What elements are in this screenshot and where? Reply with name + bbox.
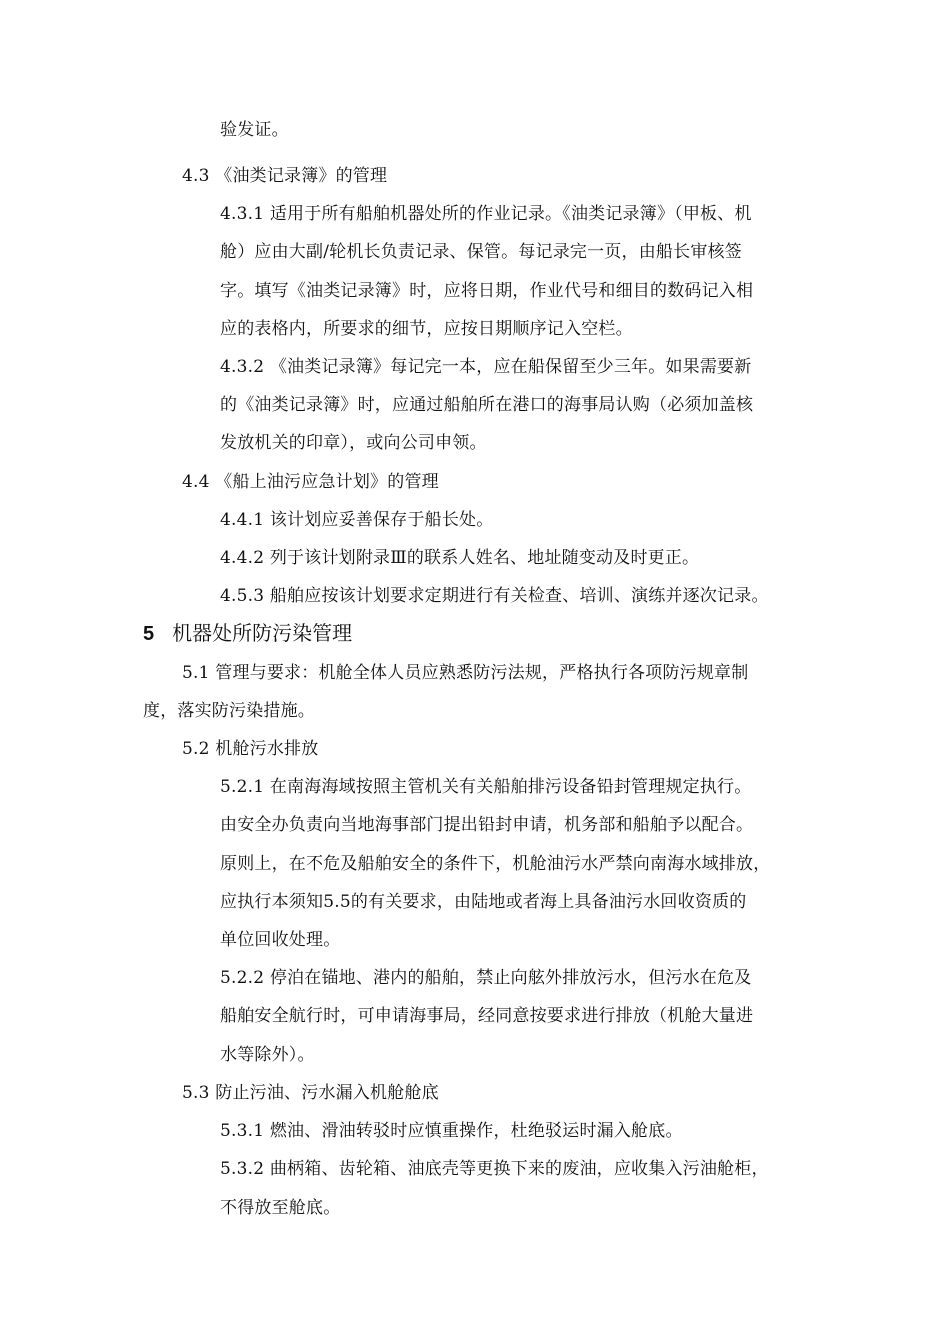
section-title: 机器处所防污染管理: [172, 621, 353, 645]
text-line: 5.2.2 停泊在锚地、港内的船舶，禁止向舷外排放污水，但污水在危及: [220, 968, 752, 988]
text-line: 由安全办负责向当地海事部门提出铅封申请，机务部和船舶予以配合。: [220, 815, 754, 835]
text-line: 单位回收处理。: [220, 930, 341, 950]
text-line: 应的表格内，所要求的细节，应按日期顺序记入空栏。: [220, 319, 633, 339]
section-heading-5: [143, 620, 352, 647]
text-line: 4.3.2 《油类记录簿》每记完一本，应在船保留至少三年。如果需要新: [220, 357, 752, 377]
text-line: 原则上，在不危及船舶安全的条件下，机舱油污水严禁向南海水域排放，: [220, 854, 771, 874]
text-line: 不得放至舱底。: [220, 1198, 341, 1218]
subsection-heading-4-3: 4.3 《油类记录簿》的管理: [182, 166, 388, 186]
text-line: 发放机关的印章），或向公司申领。: [220, 433, 487, 453]
text-line: 5.2.1 在南海海域按照主管机关有关船舶排污设备铅封管理规定执行。: [220, 777, 752, 797]
text-line: 应执行本须知5.5的有关要求，由陆地或者海上具备油污水回收资质的: [220, 892, 747, 912]
text-line: 4.4.2 列于该计划附录Ⅲ的联系人姓名、地址随变动及时更正。: [220, 548, 700, 568]
text-line: 5.3.1 燃油、滑油转驳时应慎重操作，杜绝驳运时漏入舱底。: [220, 1121, 683, 1141]
text-line: 船舶安全航行时，可申请海事局，经同意按要求进行排放（机舱大量进: [220, 1006, 754, 1026]
text-line: 水等除外）。: [220, 1045, 315, 1065]
text-line: 4.3.1 适用于所有船舶机器处所的作业记录。《油类记录簿》（甲板、机: [220, 204, 752, 224]
text-line: 的《油类记录簿》时，应通过船舶所在港口的海事局认购（必须加盖核: [220, 395, 754, 415]
section-number: 5: [143, 623, 155, 645]
text-line: 4.5.3 船舶应按该计划要求定期进行有关检查、培训、演练并逐次记录。: [220, 586, 769, 606]
text-line: 5.3.2 曲柄箱、齿轮箱、油底壳等更换下来的废油，应收集入污油舱柜，: [220, 1159, 769, 1179]
subsection-heading-5-2: 5.2 机舱污水排放: [182, 739, 319, 759]
subsection-heading-5-3: 5.3 防止污油、污水漏入机舱舱底: [182, 1083, 439, 1103]
text-line: 舱）应由大副/轮机长负责记录、保管。每记录完一页，由船长审核签: [220, 242, 742, 262]
subsection-heading-4-4: 4.4 《船上油污应急计划》的管理: [182, 472, 439, 492]
text-line: 验发证。: [220, 120, 289, 140]
text-line: 度，落实防污染措施。: [143, 701, 315, 721]
text-line: 5.1 管理与要求：机舱全体人员应熟悉防污法规，严格执行各项防污规章制: [182, 663, 749, 683]
text-line: 4.4.1 该计划应妥善保存于船长处。: [220, 510, 494, 530]
text-line: 字。填写《油类记录簿》时，应将日期，作业代号和细目的数码记入相: [220, 281, 754, 301]
